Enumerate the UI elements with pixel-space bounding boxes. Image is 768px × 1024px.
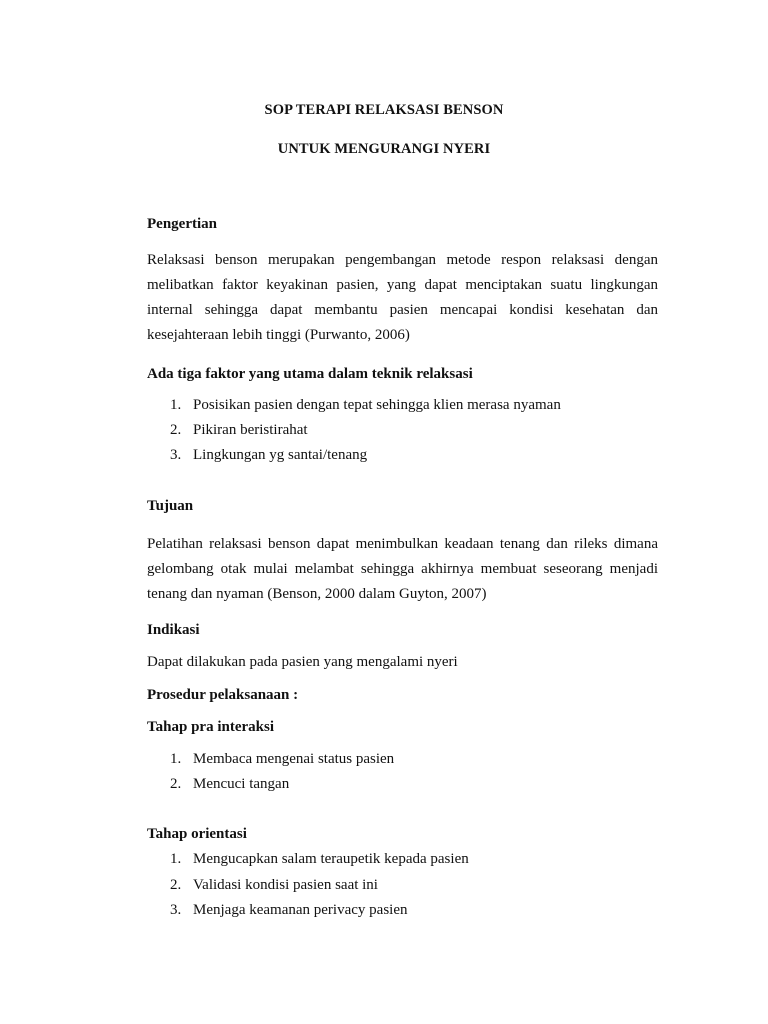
- heading-faktor: Ada tiga faktor yang utama dalam teknik relaksasi: [147, 366, 473, 382]
- list-number: 1.: [170, 851, 182, 867]
- list-number: 2.: [170, 422, 182, 438]
- document-subtitle: UNTUK MENGURANGI NYERI: [277, 141, 491, 157]
- document-title: SOP TERAPI RELAKSASI BENSON: [264, 102, 504, 118]
- heading-orientasi: Tahap orientasi: [147, 826, 247, 842]
- heading-indikasi: Indikasi: [147, 622, 200, 638]
- list-item: [170, 877, 378, 894]
- heading-pengertian: Pengertian: [147, 216, 217, 232]
- paragraph-pengertian: Relaksasi benson merupakan pengembangan metode respon relaksasi dengan melibatkan faktor keyakinan pasien, yang dapat menciptakan suatu lingkungan internal sehingga dapat membantu pasien mencapai kondisi kesehatan dan kesejahteraan lebih tinggi (Purwanto, 2006): [147, 252, 658, 343]
- list-text: Mengucapkan salam teraupetik kepada pasien: [193, 851, 469, 867]
- list-number: 2.: [170, 776, 182, 792]
- list-text: Lingkungan yg santai/tenang: [193, 447, 368, 463]
- heading-tujuan: Tujuan: [147, 498, 194, 514]
- list-text: Pikiran beristirahat: [193, 422, 308, 438]
- heading-pra-interaksi: Tahap pra interaksi: [147, 719, 274, 735]
- list-item: [170, 902, 407, 919]
- list-number: 1.: [170, 397, 182, 413]
- list-number: 1.: [170, 751, 182, 767]
- list-text: Menjaga keamanan perivacy pasien: [193, 902, 408, 918]
- list-number: 3.: [170, 447, 182, 463]
- list-text: Membaca mengenai status pasien: [193, 751, 395, 767]
- list-number: 2.: [170, 877, 182, 893]
- list-item: [170, 422, 308, 439]
- heading-prosedur: Prosedur pelaksanaan :: [147, 687, 299, 703]
- list-text: Validasi kondisi pasien saat ini: [193, 877, 378, 893]
- list-text: Mencuci tangan: [193, 776, 290, 792]
- paragraph-indikasi: Dapat dilakukan pada pasien yang mengalami nyeri: [147, 654, 458, 670]
- list-number: 3.: [170, 902, 182, 918]
- list-item: [170, 776, 289, 793]
- paragraph-tujuan: Pelatihan relaksasi benson dapat menimbulkan keadaan tenang dan rileks dimana gelombang otak mulai melambat sehingga akhirnya membuat seseorang menjadi tenang dan nyaman (Benson, 2000 dalam Guyton, 2007): [147, 536, 658, 602]
- list-text: Posisikan pasien dengan tepat sehingga klien merasa nyaman: [193, 397, 561, 413]
- list-item: [170, 751, 394, 768]
- list-item: [170, 851, 469, 868]
- list-item: [170, 447, 367, 464]
- list-item: [170, 397, 561, 414]
